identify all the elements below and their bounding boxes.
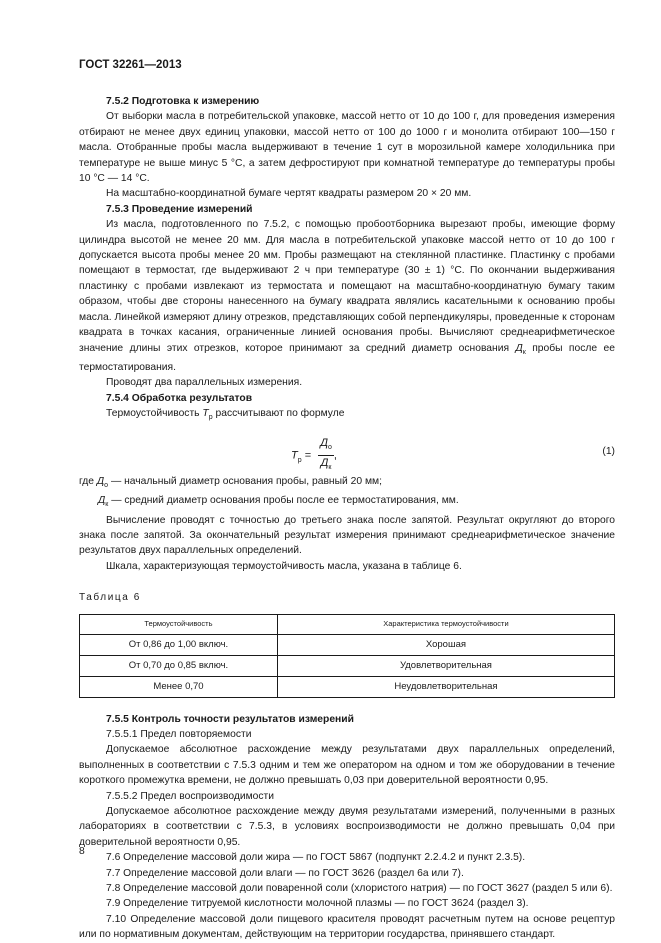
table-header-cell: Характеристика термоустойчивости	[277, 614, 614, 634]
table-header-cell: Термоустойчивость	[80, 614, 278, 634]
formula-lhs-subscript: р	[297, 456, 302, 464]
where-line	[79, 493, 615, 512]
subsection-title: 7.5.5.2 Предел воспроизводимости	[106, 790, 275, 802]
table-cell: От 0,70 до 0,85 включ.	[80, 655, 278, 676]
numerator-symbol: Д	[320, 436, 328, 449]
symbol-subscript: р	[208, 414, 213, 422]
formula-1	[79, 432, 615, 474]
formula-trailing-comma: ,	[333, 449, 337, 462]
section-7-5-2-paragraph: От выборки масла в потребительской упаковке, массой нетто от 10 до 100 г, для проведения измерения отбирают не менее двух единиц упаковки, массой нетто от 100 до 1000 г и монолита отбирают 100—150 г масла. Отобранные пробы масла выдерживают в течение 1 сут в морозильной камере холодильника при температуре не выше минус 5 °С, а затем дефростируют при комнатной температуре до температуры пробы 10 °С — 14 °С.	[79, 111, 615, 185]
item-7-10: 7.10 Определение массовой доли пищевого красителя проводят расчетным путем на основе рецептур или по нормативным документам, действующим на территории государства, принявшего стандарт.	[79, 913, 615, 941]
result-paragraph: Вычисление проводят с точностью до третьего знака после запятой. Результат округляют до второго знака после запятой. За окончательный результат измерения принимают среднеарифметическое значение результатов двух параллельных определений.	[79, 514, 615, 557]
table-cell: От 0,86 до 1,00 включ.	[80, 634, 278, 655]
symbol-diameter: Д	[515, 342, 523, 354]
page-content	[79, 94, 615, 943]
paragraph-text: Из масла, подготовленного по 7.5.2, с помощью пробоотборника вырезают пробы, имеющие форму цилиндра высотой не менее 20 мм. Для масла в потребительской упаковке массой нетто от 10 до 100 г допускается высота пробы менее 20 мм. Пробы размещают на стеклянной пластинке. Пластинку с пробами помещают в термостат, где выдерживают 2 ч при температуре (30 ± 1) °С. По окончании выдерживания пластинку с пробами извлекают из термостата и помещают на масштабно-координатную бумагу таким образом, чтобы две стороны нанесенного на бумагу квадрата являлись касательными к основанию пробы масла. Линейкой измеряют длину отрезков, представляющих собой перпендикуляры, проведенные к сторонам квадрата в точках касания, ограниченные линией основания пробы. Вычисляют среднеарифметическое значение длины этих отрезков, которое принимают за средний диаметр основания	[79, 219, 615, 354]
thermostability-table	[79, 614, 615, 698]
item-7-7: 7.7 Определение массовой доли влаги — по ГОСТ 3626 (раздел 6а или 7).	[106, 867, 464, 879]
page-number: 8	[79, 846, 85, 857]
fraction-denominator	[318, 456, 334, 475]
formula-equals: =	[304, 449, 312, 462]
paragraph-text: пробы после ее термостатирования.	[79, 342, 615, 373]
reproducibility-paragraph: Допускаемое абсолютное расхождение между двумя результатами измерений, полученными в разных лабораториях в соответствии с 7.5.3, в условиях воспроизводимости не должно превышать 0,04 при доверительной вероятности 0,95.	[79, 806, 615, 848]
where-line	[79, 474, 615, 493]
denominator-symbol: Д	[320, 456, 329, 469]
paragraph-text: рассчитывают по формуле	[215, 408, 345, 420]
formula-number: (1)	[602, 445, 615, 457]
where-description: — средний диаметр основания пробы после ее термостатирования, мм.	[111, 495, 459, 507]
table-row	[80, 655, 615, 676]
item-7-6: 7.6 Определение массовой доли жира — по ГОСТ 5867 (подпункт 2.2.4.2 и пункт 2.3.5).	[106, 852, 526, 864]
section-7-5-3-paragraph: Проводят два параллельных измерения.	[106, 377, 303, 389]
table-row	[80, 676, 615, 697]
where-symbol: Д	[96, 475, 105, 487]
document-header: ГОСТ 32261—2013	[79, 59, 182, 71]
numerator-subscript: о	[327, 443, 332, 451]
table-cell: Хорошая	[277, 634, 614, 655]
section-7-5-3-paragraph	[79, 217, 615, 375]
formula-lhs: Т	[291, 449, 298, 462]
where-subscript: о	[104, 481, 109, 489]
symbol-thermostability: Т	[202, 408, 209, 420]
where-symbol: Д	[98, 495, 106, 507]
formula-expression	[291, 436, 337, 475]
where-description: — начальный диаметр основания пробы, равный 20 мм;	[110, 475, 382, 487]
section-7-5-4-paragraph	[79, 406, 615, 425]
section-7-5-4-title: 7.5.4 Обработка результатов	[106, 392, 253, 404]
symbol-subscript: к	[522, 348, 526, 356]
paragraph-text: Термоустойчивость	[106, 408, 200, 420]
where-subscript: к	[105, 501, 109, 509]
table-cell: Неудовлетворительная	[277, 676, 614, 697]
repeatability-paragraph: Допускаемое абсолютное расхождение между результатами двух параллельных определений, выполненных в соответствии с 7.5.3 одним и тем же оператором на одном и том же оборудовании в течение короткого промежутка времени, не должно превышать 0,03 при доверительной вероятности 0,95.	[79, 744, 615, 787]
where-lead: где	[79, 475, 95, 487]
table-reference-paragraph: Шкала, характеризующая термоустойчивость масла, указана в таблице 6.	[106, 560, 462, 572]
section-7-5-2-paragraph: На масштабно-координатной бумаге чертят квадраты размером 20 × 20 мм.	[106, 188, 472, 200]
formula-fraction	[318, 436, 334, 475]
denominator-subscript: к	[328, 464, 332, 471]
section-7-5-5-title: 7.5.5 Контроль точности результатов измерений	[106, 713, 354, 725]
section-7-5-3-title: 7.5.3 Проведение измерений	[106, 203, 253, 215]
section-7-5-2-title: 7.5.2 Подготовка к измерению	[106, 96, 260, 107]
item-7-9: 7.9 Определение титруемой кислотности молочной плазмы — по ГОСТ 3624 (раздел 3).	[106, 898, 529, 910]
table-cell: Удовлетворительная	[277, 655, 614, 676]
table-caption: Таблица 6	[79, 592, 141, 604]
table-header-row	[80, 614, 615, 634]
item-7-8: 7.8 Определение массовой доли поваренной соли (хлористого натрия) — по ГОСТ 3627 (раздел 5 или 6).	[106, 883, 613, 895]
fraction-numerator	[318, 436, 334, 456]
table-cell: Менее 0,70	[80, 676, 278, 697]
subsection-title: 7.5.5.1 Предел повторяемости	[106, 728, 252, 740]
table-row	[80, 634, 615, 655]
